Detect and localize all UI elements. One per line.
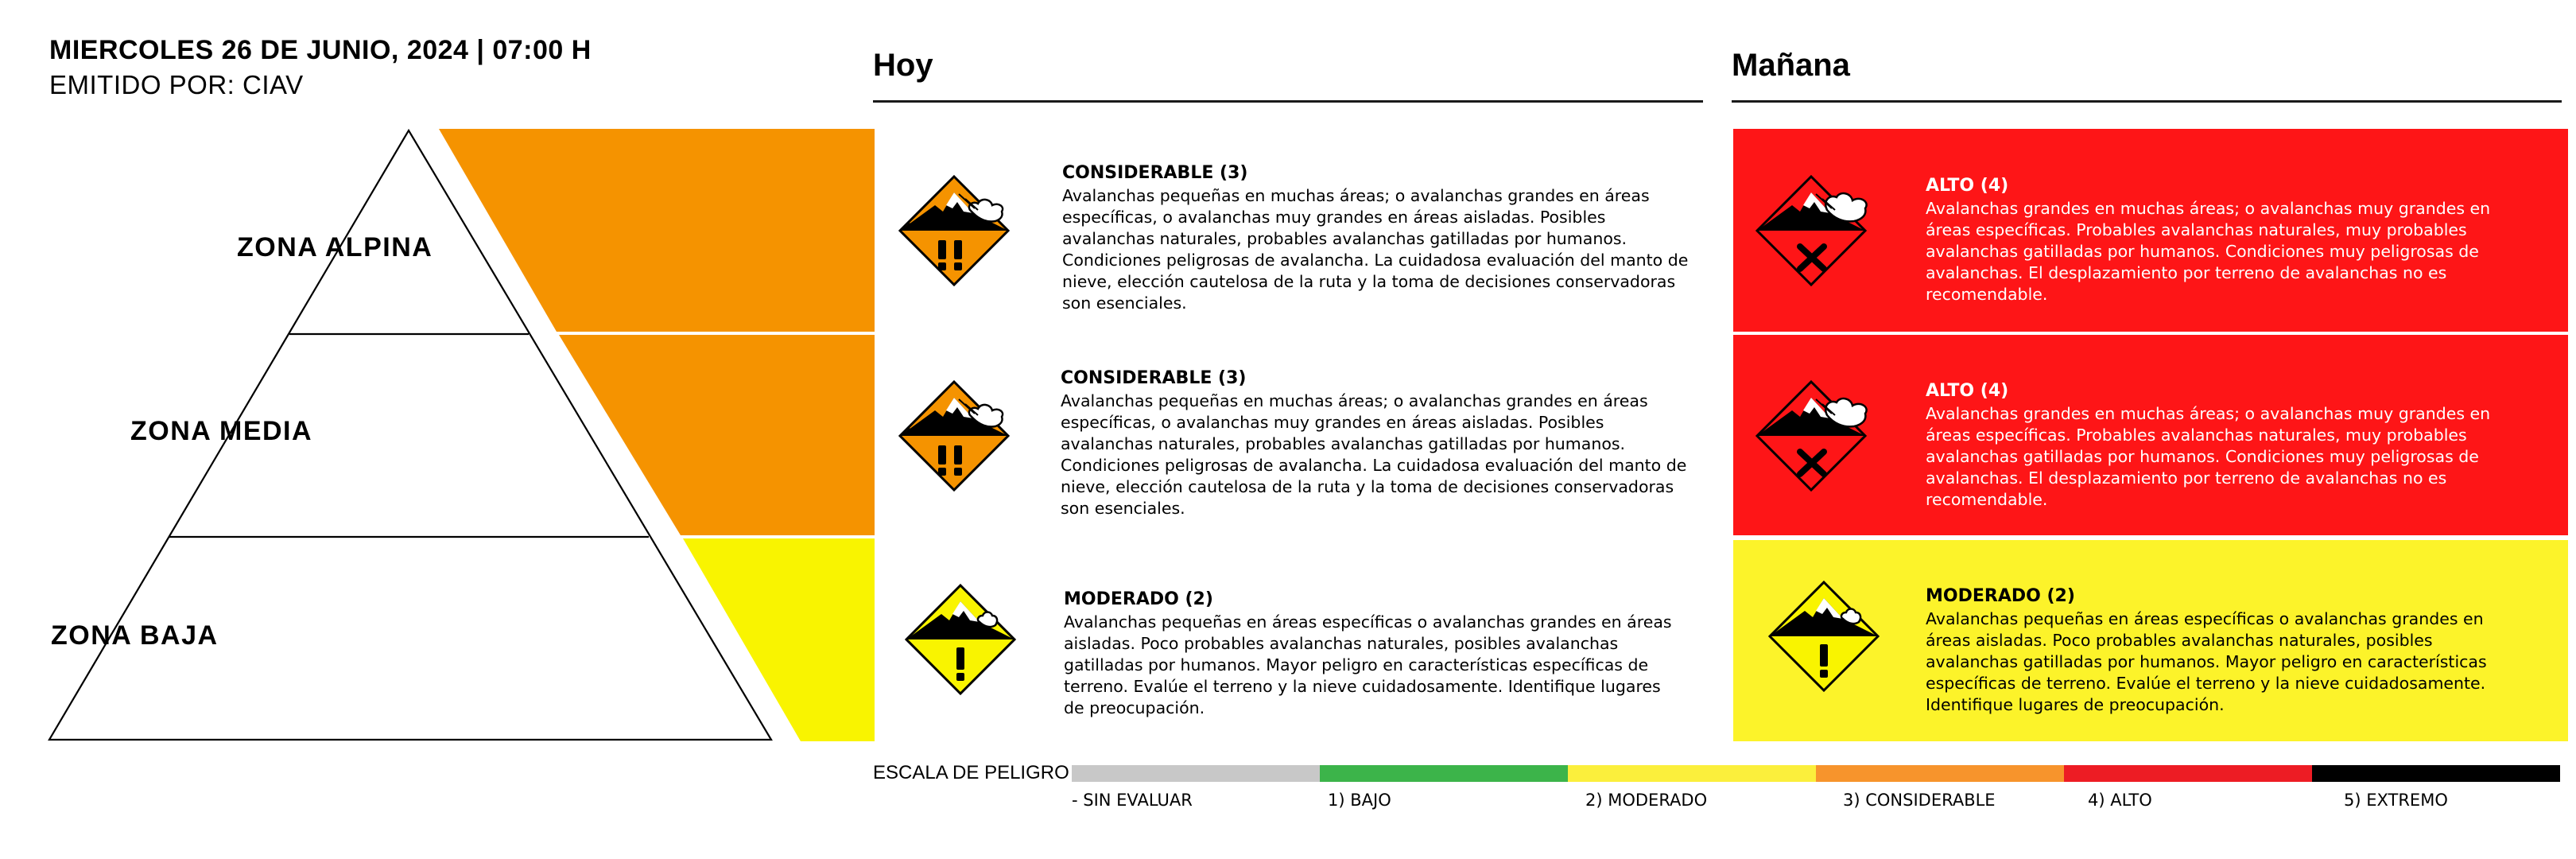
danger-scale-label: ESCALA DE PELIGRO (873, 762, 1069, 783)
scale-segment-moderate (1568, 765, 1816, 782)
danger-level-label: MODERADO (2) (1064, 589, 1213, 609)
danger-description: Avalanchas pequeñas en muchas áreas; o avalanchas grandes en áreas específicas, o avalanchas muy grandes en áreas aisladas. Posibles avalanchas naturales, probables avalanchas gatilladas por humanos. Condiciones peligrosas de avalancha. La cuidadosa evaluación del manto de nieve, elección cautelosa de la ruta y la toma de decisiones conservadoras son esenciales. (1061, 391, 1687, 518)
danger-level-label: CONSIDERABLE (3) (1062, 163, 1248, 183)
day-divider-tomorrow (1732, 100, 2562, 103)
scale-segment-extreme (2312, 765, 2560, 782)
scale-name-low: 1) BAJO (1328, 791, 1391, 810)
scale-segment-unrated (1072, 765, 1320, 782)
danger-description: Avalanchas pequeñas en áreas específicas o avalanchas grandes en áreas aisladas. Poco probables avalanchas naturales, posibles avalanchas gatilladas por humanos. Mayor peligro en características específicas de terreno. Evalúe el terreno y la nieve cuidadosamente. Identifique lugares de preocupación. (1064, 612, 1672, 717)
danger-moderate-icon (1767, 579, 1886, 698)
scale-segment-considerable (1816, 765, 2064, 782)
day-title-today: Hoy (873, 48, 933, 83)
zone-alpine-label: ZONA ALPINA (237, 232, 433, 262)
scale-name-moderate: 2) MODERADO (1585, 791, 1708, 810)
danger-level-label: MODERADO (2) (1926, 586, 2075, 606)
scale-name-extreme: 5) EXTREMO (2344, 791, 2448, 810)
scale-name-unrated: - SIN EVALUAR (1072, 791, 1193, 810)
danger-moderate-icon (903, 582, 1022, 702)
danger-description: Avalanchas pequeñas en muchas áreas; o avalanchas grandes en áreas específicas, o avalanchas muy grandes en áreas aisladas. Posibles avalanchas naturales, probables avalanchas gatilladas por humanos. Condiciones peligrosas de avalancha. La cuidadosa evaluación del manto de nieve, elección cautelosa de la ruta y la toma de decisiones conservadoras son esenciales. (1062, 186, 1689, 313)
danger-high-icon (1754, 379, 1873, 498)
danger-high-icon (1754, 173, 1873, 293)
danger-level-label: ALTO (4) (1926, 381, 2009, 401)
danger-level-label: ALTO (4) (1926, 176, 2009, 196)
day-title-tomorrow: Mañana (1732, 48, 1850, 83)
zone-middle-label: ZONA MEDIA (130, 416, 313, 446)
scale-segment-low (1320, 765, 1568, 782)
danger-considerable-icon (897, 379, 1016, 498)
danger-description: Avalanchas grandes en muchas áreas; o avalanchas muy grandes en áreas específicas. Probables avalanchas naturales, muy probables avalanchas gatilladas por humanos. Condiciones muy peligrosas de avalanchas. El desplazamiento por terreno de avalanchas no es recomendable. (1926, 404, 2491, 509)
scale-name-considerable: 3) CONSIDERABLE (1843, 791, 1996, 810)
scale-name-high: 4) ALTO (2088, 791, 2152, 810)
scale-segment-high (2064, 765, 2312, 782)
danger-level-label: CONSIDERABLE (3) (1061, 368, 1247, 388)
danger-description: Avalanchas pequeñas en áreas específicas o avalanchas grandes en áreas aisladas. Poco probables avalanchas naturales, posibles avalanchas gatilladas por humanos. Mayor peligro en características específicas de terreno. Evalúe el terreno y la nieve cuidadosamente. Identifique lugares de preocupación. (1926, 609, 2487, 714)
danger-description: Avalanchas grandes en muchas áreas; o avalanchas muy grandes en áreas específicas. Probables avalanchas naturales, muy probables avalanchas gatilladas por humanos. Condiciones muy peligrosas de avalanchas. El desplazamiento por terreno de avalanchas no es recomendable. (1926, 199, 2491, 304)
issued-by: EMITIDO POR: CIAV (49, 70, 304, 99)
forecast-date: MIERCOLES 26 DE JUNIO, 2024 | 07:00 H (49, 35, 592, 65)
day-divider-today (873, 100, 1703, 103)
zone-low-label: ZONA BAJA (51, 620, 219, 651)
danger-considerable-icon (897, 173, 1016, 293)
